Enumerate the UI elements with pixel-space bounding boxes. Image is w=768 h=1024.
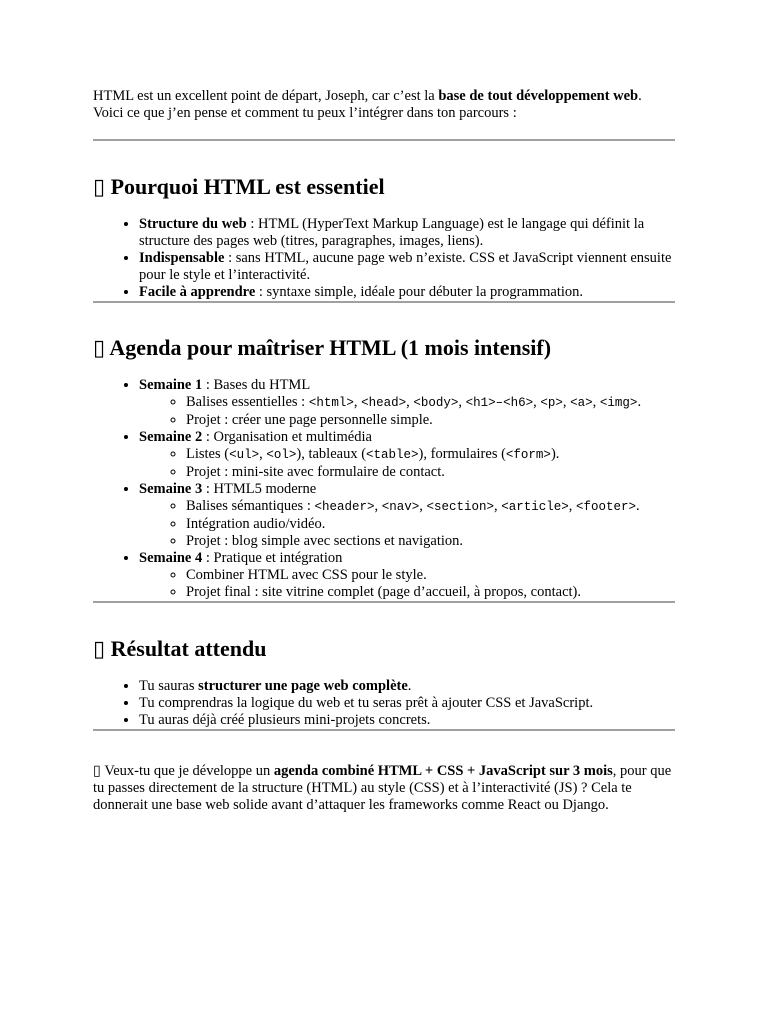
outro-paragraph [93,763,675,814]
week-sublist [139,567,675,601]
intro-text-end: . Voici ce que j’en pense et comment tu peux l’intégrer dans ton parcours : [93,88,642,121]
code-tag: <footer> [576,500,637,514]
week-item [139,550,675,601]
sub-text: ). [550,446,560,462]
code-tag: <form> [505,448,551,462]
intro-bold: base de tout développement web [438,88,639,104]
agenda-list [93,377,675,601]
sub-text: Projet : créer une page personnelle simple. [186,412,433,428]
intro-paragraph [93,88,675,122]
list-item [139,678,675,695]
sub-item [186,516,675,533]
code-tag: <ul> [229,448,260,462]
sub-text: ), tableaux ( [296,446,367,462]
code-tag: <article> [501,500,569,514]
code-tag: <img> [599,396,638,410]
week-topic: : Bases du HTML [202,377,311,393]
sub-text: Balises sémantiques : [186,498,315,514]
code-tag: <ol> [266,448,297,462]
item-text: : HTML (HyperText Markup Language) est le langage qui définit la structure des pages web (titres, paragraphes, images, liens). [139,216,645,249]
section-heading-resultat [93,636,675,662]
item-text: . [407,678,412,694]
outro-text-end: , pour que tu passes directement de la structure (HTML) au style (CSS) et à l’interactivité (JS) ? Cela te donnerait une base web solide avant d’attaquer les frameworks comme React ou Django. [93,763,672,813]
code-tag: <head> [361,396,407,410]
divider [93,601,675,603]
section-title: Pourquoi HTML est essentiel [110,174,385,199]
emoji-placeholder-icon: ▯ [93,636,106,661]
sub-item: ◦ Balises sémantiques : <header>, <nav>, <section>, <article>, <footer>. [186,498,675,516]
week-label: Semaine 3 [139,481,203,497]
emoji-placeholder-icon: ▯ [93,174,106,199]
week-topic: : Pratique et intégration [202,550,343,566]
code-tag: <section> [426,500,495,514]
reasons-list [93,216,675,301]
document-body [93,88,675,814]
sub-item [186,533,675,550]
sub-text: Balises essentielles : [186,394,309,410]
item-bold: Structure du web [139,216,247,232]
emoji-placeholder-icon: ▯ [93,335,106,360]
week-item [139,429,675,481]
week-topic: : Organisation et multimédia [202,429,372,445]
results-list [93,678,675,729]
week-label: Semaine 1 [139,377,203,393]
item-bold: Facile à apprendre [139,284,256,300]
week-sublist [139,446,675,481]
emoji-placeholder-icon: ▯ [93,763,101,779]
item-text: : syntaxe simple, idéale pour débuter la programmation. [255,284,584,300]
code-tag: <table> [366,448,419,462]
sub-text: ), formulaires ( [418,446,506,462]
sub-text: Intégration audio/vidéo. [186,516,326,532]
section-title: Résultat attendu [110,636,267,661]
code-tag: <body> [413,396,459,410]
week-label: Semaine 4 [139,550,203,566]
outro-text: Veux-tu que je développe un [100,763,274,779]
item-text: : sans HTML, aucune page web n’existe. CSS et JavaScript viennent ensuite pour le style et l’interactivité. [139,250,672,283]
divider [93,301,675,303]
week-sublist [139,498,675,550]
sub-text: Projet : blog simple avec sections et navigation. [186,533,464,549]
code-tag: <p> [540,396,563,410]
section-heading-agenda [93,335,675,361]
code-tag: <a> [570,396,593,410]
week-item [139,481,675,550]
week-sublist [139,394,675,429]
sub-item [186,584,675,601]
list-item [139,712,675,729]
code-tag: <html> [308,396,354,410]
item-text: Tu auras déjà créé plusieurs mini-projets concrets. [139,712,431,728]
sub-item [186,446,675,464]
sub-text: Projet : mini-site avec formulaire de contact. [186,464,445,480]
outro-bold: agenda combiné HTML + CSS + JavaScript sur 3 mois [273,763,613,779]
item-text: Tu sauras [139,678,199,694]
item-text: Tu comprendras la logique du web et tu seras prêt à ajouter CSS et JavaScript. [139,695,594,711]
week-label: Semaine 2 [139,429,203,445]
sub-text: , [259,446,267,462]
divider [93,139,675,141]
section-heading-pourquoi [93,174,675,200]
list-item [139,695,675,712]
list-item [139,284,675,301]
item-bold: Indispensable [139,250,225,266]
list-item [139,216,675,250]
intro-text: HTML est un excellent point de départ, Joseph, car c’est la [93,88,439,104]
week-item [139,377,675,429]
code-tag: <nav> [381,500,420,514]
sub-item: ◦ Balises essentielles : <html>, <head>, <body>, <h1>–<h6>, <p>, <a>, <img>. [186,394,675,412]
section-title: Agenda pour maîtriser HTML (1 mois intensif) [109,335,552,360]
sub-item [186,412,675,429]
list-item [139,250,675,284]
sub-text: Projet final : site vitrine complet (page d’accueil, à propos, contact). [186,584,581,600]
divider [93,729,675,731]
sub-item [186,567,675,584]
item-bold: structurer une page web complète [198,678,408,694]
code-tag: <header> [314,500,375,514]
sub-text: Listes ( [186,446,230,462]
code-tag: <h1>–<h6> [465,396,534,410]
sub-item [186,464,675,481]
week-topic: : HTML5 moderne [202,481,317,497]
sub-text: Combiner HTML avec CSS pour le style. [186,567,427,583]
